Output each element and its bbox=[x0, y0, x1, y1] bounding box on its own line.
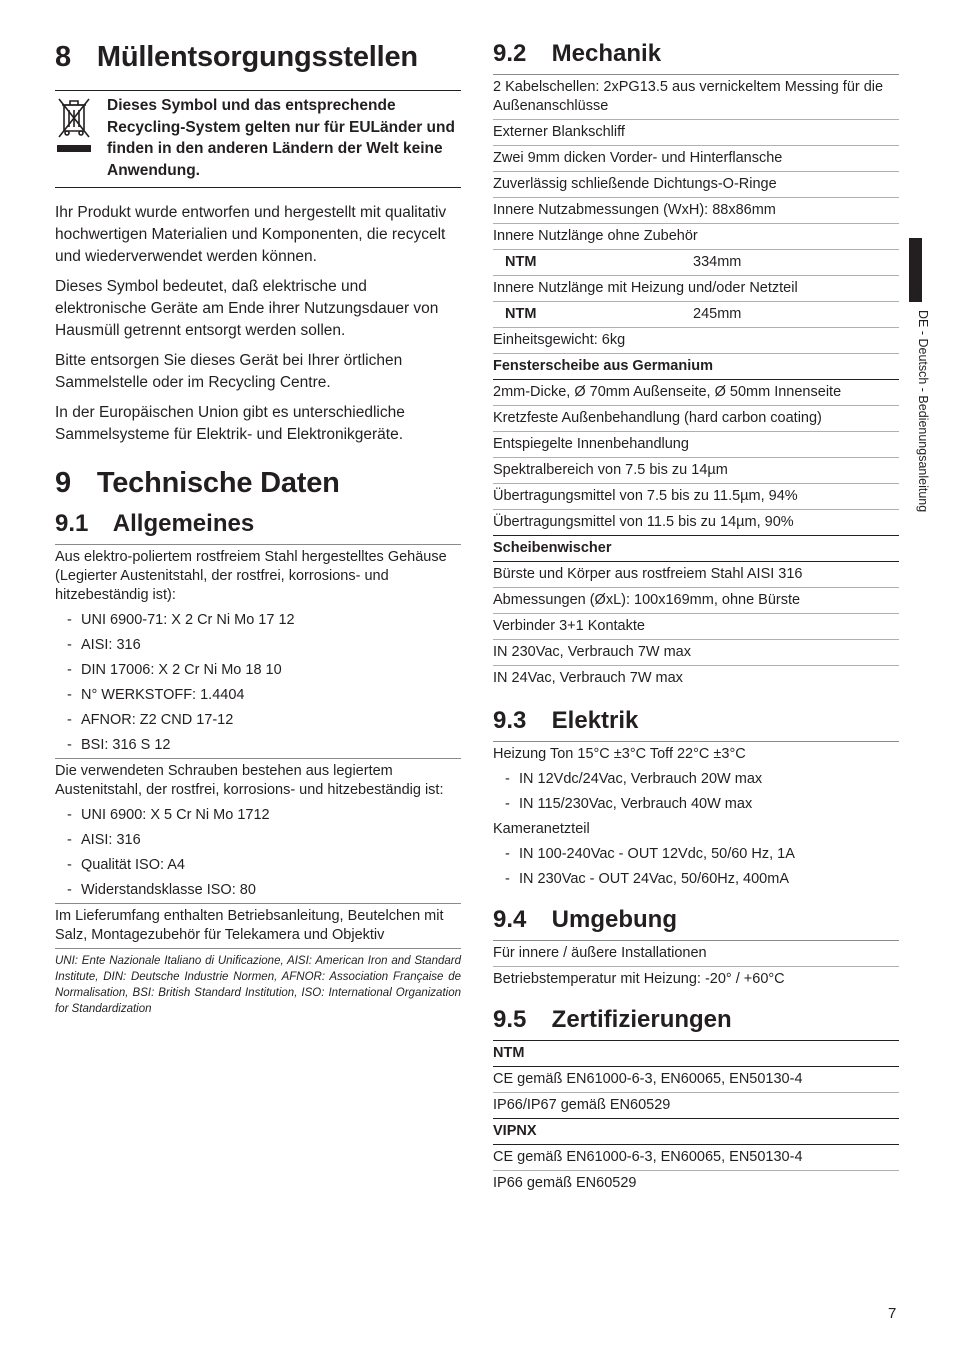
spec-row: Betriebstemperatur mit Heizung: -20° / +60°C bbox=[493, 971, 785, 987]
spec-row: Zuverlässig schließende Dichtungs-O-Ringe bbox=[493, 172, 899, 198]
left-column bbox=[55, 38, 461, 1017]
spec-row-ntm-length-heated bbox=[493, 302, 899, 328]
spec-row: Übertragungsmittel von 7.5 bis zu 11.5µm, 94% bbox=[493, 484, 899, 510]
section-number: 9 bbox=[55, 467, 71, 499]
subsection-number: 9.4 bbox=[493, 906, 527, 933]
language-tab-marker bbox=[909, 238, 922, 302]
weee-notice-text: Dieses Symbol und das entsprechende Recycling-System gelten nur für EULänder und finden in den anderen Ländern der Welt keine Anwendung. bbox=[107, 97, 455, 179]
window-header: Fensterscheibe aus Germanium bbox=[493, 354, 899, 380]
housing-intro: Aus elektro-poliertem rostfreiem Stahl hergestelltes Gehäuse (Legierter Austenitstahl, der rostfrei, korrosions- und hitzebeständig ist): bbox=[55, 549, 447, 603]
paragraph: Bitte entsorgen Sie dieses Gerät bei Ihrer örtlichen Sammelstelle oder im Recycling Centre. bbox=[55, 352, 403, 391]
subsection-number: 9.5 bbox=[493, 1006, 527, 1033]
paragraph: Ihr Produkt wurde entworfen und hergestellt mit qualitativ hochwertigen Materialien und Komponenten, die recycelt und wiederverwendet werden können. bbox=[55, 204, 447, 265]
spec-row-weight: Einheitsgewicht: 6kg bbox=[493, 328, 899, 354]
spec-row: IP66/IP67 gemäß EN60529 bbox=[493, 1093, 899, 1119]
spec-row: 2 Kabelschellen: 2xPG13.5 aus vernickeltem Messing für die Außenanschlüsse bbox=[493, 75, 899, 120]
model-value: 245mm bbox=[693, 306, 742, 322]
model-value: 334mm bbox=[693, 254, 742, 270]
section-title: Technische Daten bbox=[96, 467, 340, 499]
spec-row: Zwei 9mm dicken Vorder- und Hinterflansche bbox=[493, 146, 899, 172]
list-item: - Qualität ISO: A4 bbox=[55, 853, 461, 878]
list-item: - IN 12Vdc/24Vac, Verbrauch 20W max bbox=[493, 767, 899, 792]
list-item: - UNI 6900: X 5 Cr Ni Mo 1712 bbox=[55, 803, 461, 828]
section-title: Müllentsorgungsstellen bbox=[96, 41, 418, 73]
section-9-3-heading bbox=[493, 705, 899, 742]
spec-row: IP66 gemäß EN60529 bbox=[493, 1175, 637, 1191]
list-item: - UNI 6900-71: X 2 Cr Ni Mo 17 12 bbox=[55, 608, 461, 633]
spec-row: Übertragungsmittel von 11.5 bis zu 14µm, 90% bbox=[493, 510, 899, 536]
spec-row: Abmessungen (ØxL): 100x169mm, ohne Bürste bbox=[493, 588, 899, 614]
spec-row: IN 230Vac, Verbrauch 7W max bbox=[493, 640, 899, 666]
list-item: - IN 100-240Vac - OUT 12Vdc, 50/60 Hz, 1A bbox=[493, 842, 899, 867]
spec-row: Spektralbereich von 7.5 bis zu 14µm bbox=[493, 458, 899, 484]
psu-spec: Kameranetzteil bbox=[493, 821, 590, 837]
spec-row: Externer Blankschliff bbox=[493, 120, 899, 146]
list-item: - N° WERKSTOFF: 1.4404 bbox=[55, 683, 461, 708]
subsection-number: 9.1 bbox=[55, 510, 89, 537]
section-9-5-heading bbox=[493, 1004, 899, 1041]
ntm-cert-header: NTM bbox=[493, 1041, 899, 1067]
spec-row: Innere Nutzabmessungen (WxH): 88x86mm bbox=[493, 198, 899, 224]
list-item: - IN 230Vac - OUT 24Vac, 50/60Hz, 400mA bbox=[493, 867, 899, 892]
abbreviations-note: UNI: Ente Nazionale Italiano di Unificazione, AISI: American Iron and Standard Institute, DIN: Deutsche Industrie Normen, AFNOR: Association Française de Normalisation, BSI: British Standard Institution, ISO: International Organization for Standardization bbox=[55, 955, 461, 1015]
section-9-4-heading bbox=[493, 904, 899, 941]
subsection-number: 9.3 bbox=[493, 707, 527, 734]
list-item: - IN 115/230Vac, Verbrauch 40W max bbox=[493, 792, 899, 817]
section-9-2-heading bbox=[493, 38, 899, 75]
section-9-1-heading bbox=[55, 508, 461, 545]
list-item: - AISI: 316 bbox=[55, 633, 461, 658]
spec-row: CE gemäß EN61000-6-3, EN60065, EN50130-4 bbox=[493, 1145, 899, 1171]
subsection-title: Allgemeines bbox=[112, 510, 255, 537]
spec-row: 2mm-Dicke, Ø 70mm Außenseite, Ø 50mm Innenseite bbox=[493, 380, 899, 406]
spec-row: Innere Nutzlänge ohne Zubehör bbox=[493, 224, 899, 250]
list-item: - DIN 17006: X 2 Cr Ni Mo 18 10 bbox=[55, 658, 461, 683]
weee-notice bbox=[55, 90, 461, 188]
spec-row: IN 24Vac, Verbrauch 7W max bbox=[493, 670, 683, 686]
spec-row: CE gemäß EN61000-6-3, EN60065, EN50130-4 bbox=[493, 1067, 899, 1093]
list-item: - BSI: 316 S 12 bbox=[55, 733, 461, 759]
paragraph: Dieses Symbol bedeutet, daß elektrische und elektronische Geräte am Ende ihrer Nutzungsdauer von Hausmüll getrennt entsorgt werden sollen. bbox=[55, 278, 439, 339]
spec-row: Bürste und Körper aus rostfreiem Stahl AISI 316 bbox=[493, 562, 899, 588]
spec-row: Entspiegelte Innenbehandlung bbox=[493, 432, 899, 458]
paragraph: In der Europäischen Union gibt es unterschiedliche Sammelsysteme für Elektrik- und Elektronikgeräte. bbox=[55, 404, 405, 443]
spec-row: Für innere / äußere Installationen bbox=[493, 941, 899, 967]
language-sidebar-label: DE - Deutsch - Bedienungsanleitung bbox=[916, 310, 930, 513]
heating-spec: Heizung Ton 15°C ±3°C Toff 22°C ±3°C bbox=[493, 746, 746, 762]
subsection-title: Elektrik bbox=[551, 707, 639, 734]
subsection-title: Zertifizierungen bbox=[551, 1006, 732, 1033]
list-item: - Widerstandsklasse ISO: 80 bbox=[55, 878, 461, 904]
subsection-title: Mechanik bbox=[551, 40, 662, 67]
spec-row: Verbinder 3+1 Kontakte bbox=[493, 614, 899, 640]
spec-row: Kretzfeste Außenbehandlung (hard carbon coating) bbox=[493, 406, 899, 432]
spec-row: Innere Nutzlänge mit Heizung und/oder Netzteil bbox=[493, 276, 899, 302]
right-column bbox=[493, 38, 899, 1196]
section-8-heading bbox=[55, 38, 461, 76]
subsection-title: Umgebung bbox=[551, 906, 677, 933]
screws-intro: Die verwendeten Schrauben bestehen aus legiertem Austenitstahl, der rostfrei, korrosions- und hitzebeständig ist: bbox=[55, 763, 444, 798]
section-number: 8 bbox=[55, 41, 71, 73]
wiper-header: Scheibenwischer bbox=[493, 536, 899, 562]
model-label: NTM bbox=[505, 254, 537, 270]
list-item: - AISI: 316 bbox=[55, 828, 461, 853]
model-label: NTM bbox=[505, 306, 537, 322]
subsection-number: 9.2 bbox=[493, 40, 527, 67]
delivery-contents: Im Lieferumfang enthalten Betriebsanleitung, Beutelchen mit Salz, Montagezubehör für Telekamera und Objektiv bbox=[55, 904, 461, 949]
vipnx-cert-header: VIPNX bbox=[493, 1119, 899, 1145]
spec-row-ntm-length bbox=[493, 250, 899, 276]
crossed-bin-icon bbox=[55, 95, 95, 181]
section-9-heading bbox=[55, 464, 461, 502]
page-number: 7 bbox=[888, 1305, 897, 1322]
list-item: - AFNOR: Z2 CND 17-12 bbox=[55, 708, 461, 733]
